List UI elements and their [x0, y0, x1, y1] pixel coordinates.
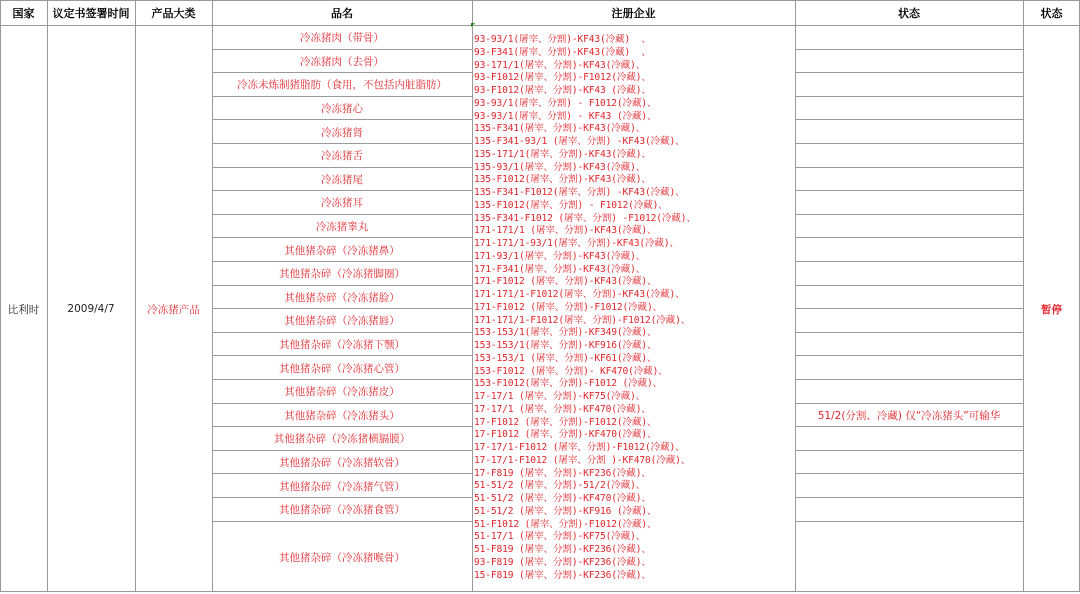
product-cell[interactable]: 其他猪杂碎（冷冻猪软骨）	[279, 457, 405, 470]
status-note-cell[interactable]	[797, 333, 1021, 357]
enterprise-line: 135-F341(屠宰、分割)-KF43(冷藏)、	[474, 123, 646, 135]
product-cell[interactable]: 其他猪杂碎（冷冻猪喉骨）	[279, 552, 405, 565]
status-note-cell[interactable]	[797, 26, 1021, 50]
enterprise-line: 51-51/2 (屠宰、分割)-51/2(冷藏)、	[474, 480, 646, 492]
enterprise-line: 93-F341(屠宰、分割)-KF43(冷藏) 、	[474, 46, 651, 58]
grid-line-h	[795, 521, 1023, 522]
grid-line-h	[795, 450, 1023, 451]
header-sign-time[interactable]: 议定书签署时间	[52, 6, 130, 20]
grid-line-h	[212, 473, 472, 474]
grid-line-v	[0, 0, 1, 592]
product-cell[interactable]: 其他猪杂碎（冷冻猪鼻）	[284, 244, 400, 257]
cell-category[interactable]: 冷冻猪产品	[147, 303, 200, 316]
grid-line-h	[212, 96, 472, 97]
enterprise-line: 171-171/1-F1012(屠宰、分割)-KF43(冷藏)、	[474, 289, 685, 300]
grid-line-h	[212, 49, 472, 50]
enterprise-line: 171-171/1-F1012(屠宰、分割)-F1012(冷藏)、	[474, 314, 691, 326]
header-country[interactable]: 国家	[12, 6, 35, 20]
grid-line-h	[212, 167, 472, 168]
grid-line-h	[212, 261, 472, 262]
grid-line-h	[795, 355, 1023, 356]
enterprise-line: 171-93/1(屠宰、分割)-KF43(冷藏)、	[474, 250, 646, 262]
product-cell[interactable]: 冷冻猪耳	[321, 197, 363, 210]
status-note-cell[interactable]	[797, 144, 1021, 168]
status-note-cell[interactable]	[797, 262, 1021, 286]
enterprise-line: 51-51/2 (屠宰、分割)-KF470(冷藏)、	[474, 493, 651, 504]
enterprise-line: 135-F341-F1012(屠宰、分割) -KF43(冷藏)、	[474, 187, 685, 198]
product-cell[interactable]: 其他猪杂碎（冷冻猪气管）	[279, 480, 405, 493]
product-cell[interactable]: 其他猪杂碎（冷冻猪脚圈）	[279, 268, 405, 281]
enterprise-line: 93-93/1(屠宰、分割) - F1012(冷藏)、	[474, 97, 657, 109]
product-cell[interactable]: 冷冻猪肉（带骨）	[300, 32, 384, 45]
enterprise-line: 171-171/1 (屠宰、分割)-KF43(冷藏)、	[474, 225, 657, 237]
enterprise-line: 17-17/1 (屠宰、分割)-KF75(冷藏)、	[474, 391, 646, 402]
product-cell[interactable]: 冷冻未炼制猪脂肪（食用，不包括内脏脂肪）	[237, 79, 447, 92]
grid-line-h	[795, 119, 1023, 120]
product-cell[interactable]: 其他猪杂碎（冷冻猪横膈膜）	[273, 433, 411, 446]
grid-line-h	[795, 261, 1023, 262]
enterprise-line: 171-171/1-93/1(屠宰、分割)-KF43(冷藏)、	[474, 238, 679, 249]
grid-line-h	[212, 497, 472, 498]
product-cell[interactable]: 其他猪杂碎（冷冻猪脸）	[284, 291, 400, 304]
cell-sign-time[interactable]: 2009/4/7	[67, 303, 115, 315]
status-note-cell[interactable]	[797, 97, 1021, 121]
product-cell[interactable]: 冷冻猪舌	[321, 150, 363, 163]
grid-line-h	[795, 308, 1023, 309]
status-note-cell[interactable]	[797, 191, 1021, 215]
grid-line-h	[212, 450, 472, 451]
enterprise-line: 93-F1012(屠宰、分割)-KF43 (冷藏)、	[474, 85, 651, 96]
product-cell[interactable]: 冷冻猪心	[321, 103, 363, 116]
product-cell[interactable]: 其他猪杂碎（冷冻猪食管）	[279, 504, 405, 517]
grid-line-h	[795, 49, 1023, 50]
grid-line-h	[0, 25, 1080, 26]
status-note-cell[interactable]	[797, 356, 1021, 380]
enterprise-line: 135-F341-93/1 (屠宰、分割) -KF43(冷藏)、	[474, 136, 685, 147]
product-cell[interactable]: 其他猪杂碎（冷冻猪下颚）	[279, 339, 405, 352]
grid-line-h	[212, 521, 472, 522]
grid-line-v	[795, 0, 796, 592]
grid-line-h	[795, 167, 1023, 168]
enterprise-line: 51-17/1 (屠宰、分割)-KF75(冷藏)、	[474, 531, 646, 543]
grid-line-h	[0, 0, 1080, 1]
grid-line-h	[212, 190, 472, 191]
grid-line-h	[795, 214, 1023, 215]
status-note-cell[interactable]	[797, 427, 1021, 451]
enterprise-line: 153-153/1 (屠宰、分割)-KF61(冷藏)、	[474, 352, 657, 364]
product-cell[interactable]: 冷冻猪肾	[321, 126, 363, 139]
enterprise-line: 93-93/1(屠宰、分割)-KF43(冷藏) 、	[474, 34, 651, 45]
enterprise-line: 17-F1012 (屠宰、分割)-F1012(冷藏)、	[474, 416, 657, 428]
grid-line-v	[47, 0, 48, 592]
enterprise-line: 135-93/1(屠宰、分割)-KF43(冷藏)、	[474, 161, 646, 173]
grid-line-h	[212, 285, 472, 286]
enterprise-line: 153-153/1(屠宰、分割)-KF916(冷藏)、	[474, 340, 657, 351]
status-note-cell[interactable]	[797, 498, 1021, 522]
grid-line-v	[135, 0, 136, 592]
grid-line-h	[795, 96, 1023, 97]
product-cell[interactable]: 其他猪杂碎（冷冻猪皮）	[284, 386, 400, 399]
cell-selection-marker	[471, 23, 475, 27]
grid-line-v	[212, 0, 213, 592]
product-cell[interactable]: 其他猪杂碎（冷冻猪心管）	[279, 362, 405, 375]
status-note-cell[interactable]	[797, 380, 1021, 404]
enterprise-line: 51-51/2 (屠宰、分割)-KF916 (冷藏)、	[474, 505, 657, 517]
cell-country[interactable]: 比利时	[7, 303, 40, 316]
grid-line-h	[795, 426, 1023, 427]
status-note-cell[interactable]	[797, 238, 1021, 262]
header-product[interactable]: 品名	[331, 6, 353, 20]
grid-line-h	[795, 379, 1023, 380]
status-note-cell[interactable]	[797, 50, 1021, 74]
enterprise-line: 17-17/1 (屠宰、分割)-KF470(冷藏)、	[474, 403, 651, 415]
header-status[interactable]: 状态	[898, 6, 920, 20]
grid-line-v	[472, 0, 473, 592]
header-status-2[interactable]: 状态	[1040, 6, 1063, 20]
status-note-cell[interactable]	[797, 286, 1021, 310]
header-category[interactable]: 产品大类	[151, 6, 196, 20]
grid-line-h	[212, 119, 472, 120]
grid-line-h	[795, 497, 1023, 498]
grid-line-h	[212, 379, 472, 380]
grid-line-h	[795, 237, 1023, 238]
product-cell[interactable]: 冷冻猪睾丸	[315, 221, 369, 234]
enterprise-line: 153-F1012 (屠宰、分割)- KF470(冷藏)、	[474, 365, 668, 377]
grid-line-h	[212, 308, 472, 309]
status-note-cell[interactable]	[797, 73, 1021, 97]
grid-line-h	[795, 285, 1023, 286]
product-cell[interactable]: 其他猪杂碎（冷冻猪头）	[284, 409, 400, 422]
enterprise-line: 93-93/1(屠宰、分割) - KF43 (冷藏)、	[474, 110, 657, 122]
enterprise-line: 171-F1012 (屠宰、分割)-F1012(冷藏)、	[474, 301, 663, 313]
enterprise-line: 17-17/1-F1012 (屠宰、分割 )-KF470(冷藏)、	[474, 454, 691, 466]
enterprise-line: 17-F1012 (屠宰、分割)-KF470(冷藏)、	[474, 429, 657, 441]
enterprise-line: 135-F1012(屠宰、分割)-KF43(冷藏)、	[474, 174, 651, 186]
grid-line-h	[212, 214, 472, 215]
grid-line-h	[795, 143, 1023, 144]
status-note-cell[interactable]	[797, 168, 1021, 192]
enterprise-line: 51-F819 (屠宰、分割)-KF236(冷藏)、	[474, 544, 651, 555]
enterprise-line: 17-17/1-F1012 (屠宰、分割)-F1012(冷藏)、	[474, 442, 685, 453]
product-cell[interactable]: 冷冻猪肉（去骨）	[300, 55, 384, 68]
status-note-cell[interactable]	[797, 215, 1021, 239]
enterprise-line: 15-F819 (屠宰、分割)-KF236(冷藏)、	[474, 569, 651, 581]
grid-line-h	[795, 332, 1023, 333]
cell-status-suspended[interactable]: 暂停	[1041, 303, 1062, 316]
grid-line-h	[795, 403, 1023, 404]
status-note-cell[interactable]	[797, 309, 1021, 333]
product-cell[interactable]: 冷冻猪尾	[321, 173, 363, 186]
grid-line-v	[1023, 0, 1024, 592]
status-note-cell[interactable]	[797, 451, 1021, 475]
status-note-cell[interactable]	[797, 474, 1021, 498]
enterprise-line: 153-153/1(屠宰、分割)-KF349(冷藏)、	[474, 327, 657, 339]
grid-line-h	[212, 426, 472, 427]
grid-line-h	[795, 473, 1023, 474]
product-cell[interactable]: 其他猪杂碎（冷冻猪唇）	[284, 315, 400, 328]
enterprise-line: 93-F819 (屠宰、分割)-KF236(冷藏)、	[474, 556, 651, 568]
enterprise-line: 135-171/1(屠宰、分割)-KF43(冷藏)、	[474, 148, 651, 160]
enterprise-line: 17-F819 (屠宰、分割)-KF236(冷藏)、	[474, 467, 651, 479]
grid-line-h	[212, 403, 472, 404]
enterprise-line: 93-F1012(屠宰、分割)-F1012(冷藏)、	[474, 72, 651, 84]
status-note-cell[interactable]	[797, 522, 1021, 594]
enterprise-line: 171-F1012 (屠宰、分割)-KF43(冷藏)、	[474, 276, 657, 288]
enterprise-line: 51-F1012 (屠宰、分割)-F1012(冷藏)、	[474, 518, 657, 530]
header-enterprise[interactable]: 注册企业	[611, 6, 656, 20]
enterprise-line: 171-F341(屠宰、分割)-KF43(冷藏)、	[474, 263, 646, 275]
enterprise-line: 135-F341-F1012 (屠宰、分割) -F1012(冷藏)、	[474, 212, 696, 224]
grid-line-h	[212, 355, 472, 356]
grid-line-h	[212, 143, 472, 144]
enterprise-line: 93-171/1(屠宰、分割)-KF43(冷藏)、	[474, 59, 646, 71]
status-note-cell[interactable]	[797, 120, 1021, 144]
enterprise-list-cell[interactable]	[474, 34, 794, 586]
grid-line-h	[795, 72, 1023, 73]
status-note-cell[interactable]: 51/2(分割、冷藏) 仅“冷冻猪头”可输华	[817, 409, 1001, 422]
grid-line-h	[795, 190, 1023, 191]
grid-line-h	[212, 237, 472, 238]
grid-line-h	[212, 332, 472, 333]
enterprise-line: 153-F1012(屠宰、分割)-F1012 (冷藏)、	[474, 378, 663, 390]
enterprise-line: 135-F1012(屠宰、分割) - F1012(冷藏)、	[474, 199, 668, 211]
grid-line-h	[212, 72, 472, 73]
